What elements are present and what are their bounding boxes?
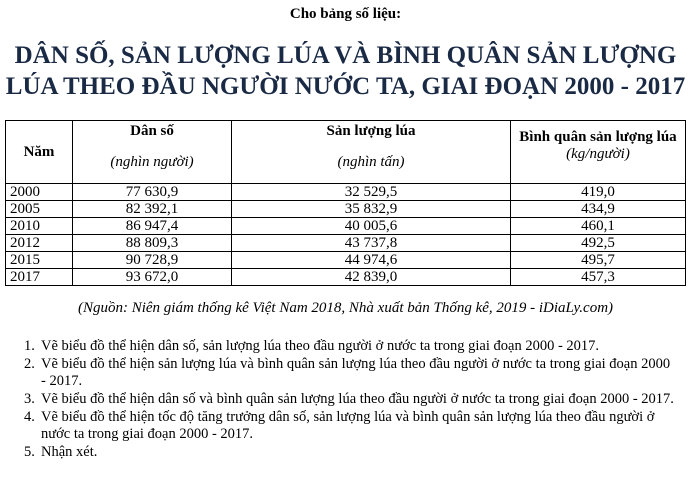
cell-population: 93 672,0 — [73, 269, 232, 286]
table-header-row — [6, 121, 686, 184]
cell-year: 2000 — [6, 184, 73, 201]
table-row — [6, 252, 686, 269]
cell-average: 460,1 — [511, 218, 686, 235]
task-item — [26, 444, 676, 461]
header-average-label: Bình quân sản lượng lúa — [519, 129, 677, 145]
header-average — [511, 121, 686, 184]
cell-year: 2010 — [6, 218, 73, 235]
cell-average: 457,3 — [511, 269, 686, 286]
cell-year: 2017 — [6, 269, 73, 286]
table-row — [6, 201, 686, 218]
task-text: Nhận xét. — [41, 444, 98, 460]
cell-average: 419,0 — [511, 184, 686, 201]
table-row — [6, 235, 686, 252]
cell-average: 492,5 — [511, 235, 686, 252]
task-number: 4. — [24, 409, 35, 425]
header-population-unit: (nghìn người) — [110, 154, 194, 170]
cell-rice: 44 974,6 — [232, 252, 511, 269]
cell-rice: 43 737,8 — [232, 235, 511, 252]
intro-label: Cho bảng số liệu: — [289, 6, 402, 22]
header-average-unit: (kg/người) — [566, 146, 630, 162]
task-number: 1. — [24, 338, 35, 354]
cell-year: 2005 — [6, 201, 73, 218]
table-row — [6, 269, 686, 286]
cell-year: 2012 — [6, 235, 73, 252]
header-year: Năm — [6, 121, 73, 184]
task-text: Vẽ biểu đồ thể hiện dân số và bình quân sản lượng lúa theo đầu người ở nước ta trong giai đoạn 2000 - 2017. — [41, 391, 674, 407]
header-population-label: Dân số — [130, 123, 174, 139]
task-number: 3. — [24, 391, 35, 407]
header-rice — [232, 121, 511, 184]
cell-rice: 42 839,0 — [232, 269, 511, 286]
task-number: 2. — [24, 356, 35, 372]
cell-year: 2015 — [6, 252, 73, 269]
table-row — [6, 184, 686, 201]
source-note: (Nguồn: Niên giám thống kê Việt Nam 2018, Nhà xuất bản Thống kê, 2019 - iDiaLy.com) — [77, 300, 614, 316]
cell-average: 434,9 — [511, 201, 686, 218]
title-line-1: DÂN SỐ, SẢN LƯỢNG LÚA VÀ BÌNH QUÂN SẢN LƯỢNG — [14, 42, 677, 69]
task-item — [26, 391, 676, 408]
task-list — [26, 338, 676, 462]
header-rice-unit: (nghìn tấn) — [337, 154, 405, 170]
header-rice-label: Sản lượng lúa — [326, 123, 416, 139]
table-row — [6, 218, 686, 235]
task-number: 5. — [24, 444, 35, 460]
cell-population: 77 630,9 — [73, 184, 232, 201]
header-population — [73, 121, 232, 184]
cell-average: 495,7 — [511, 252, 686, 269]
document-title — [0, 40, 691, 102]
cell-population: 86 947,4 — [73, 218, 232, 235]
cell-population: 90 728,9 — [73, 252, 232, 269]
cell-population: 88 809,3 — [73, 235, 232, 252]
task-text: Vẽ biểu đồ thể hiện sản lượng lúa và bình quân sản lượng lúa theo đầu người ở nước ta trong giai đoạn 2000 - 2017. — [41, 356, 671, 389]
data-table — [5, 120, 686, 286]
task-item — [26, 338, 676, 355]
title-line-2: LÚA THEO ĐẦU NGƯỜI NƯỚC TA, GIAI ĐOẠN 2000 - 2017 — [5, 73, 686, 100]
task-item — [26, 409, 676, 443]
cell-population: 82 392,1 — [73, 201, 232, 218]
cell-rice: 35 832,9 — [232, 201, 511, 218]
cell-rice: 40 005,6 — [232, 218, 511, 235]
task-text: Vẽ biểu đồ thể hiện dân số, sản lượng lúa theo đầu người ở nước ta trong giai đoạn 2000 - 2017. — [41, 338, 600, 354]
task-item — [26, 356, 676, 390]
task-text: Vẽ biểu đồ thể hiện tốc độ tăng trưởng dân số, sản lượng lúa và bình quân sản lượng lúa theo đầu người ở nước ta trong giai đoạn 2000 - 2017. — [41, 409, 655, 442]
cell-rice: 32 529,5 — [232, 184, 511, 201]
